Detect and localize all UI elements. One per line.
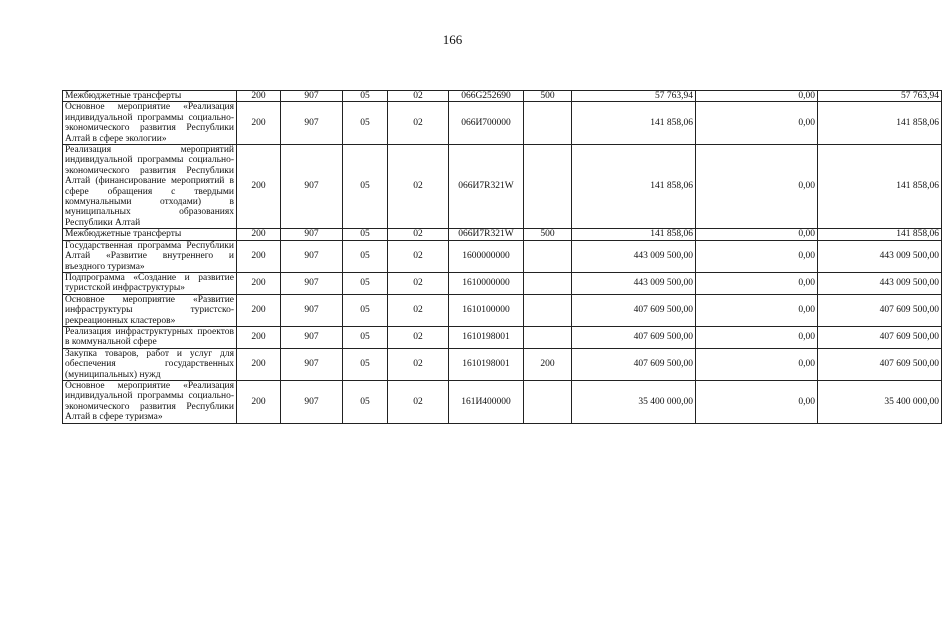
row-csr: 1610198001 <box>449 348 524 380</box>
row-razdel: 05 <box>343 102 388 145</box>
row-razdel: 05 <box>343 91 388 102</box>
row-sum1: 141 858,06 <box>572 229 696 240</box>
row-vedomstvo: 907 <box>281 272 343 294</box>
row-sum2: 0,00 <box>696 272 818 294</box>
row-vr <box>524 272 572 294</box>
row-podrazdel: 02 <box>388 272 449 294</box>
row-name: Межбюджетные трансферты <box>63 229 237 240</box>
row-vr <box>524 145 572 229</box>
row-vedomstvo: 907 <box>281 326 343 348</box>
row-vr: 200 <box>524 348 572 380</box>
row-vr: 500 <box>524 229 572 240</box>
table-row <box>63 229 942 240</box>
row-sum2: 0,00 <box>696 145 818 229</box>
row-name: Межбюджетные трансферты <box>63 91 237 102</box>
table-row <box>63 272 942 294</box>
row-csr: 066И7R321W <box>449 145 524 229</box>
row-razdel: 05 <box>343 272 388 294</box>
row-vr: 500 <box>524 91 572 102</box>
row-podrazdel: 02 <box>388 240 449 272</box>
row-sum1: 407 609 500,00 <box>572 348 696 380</box>
row-name: Реализация мероприятий индивидуальной программы социально-экономического развития Республики Алтай (финансирование мероприятий в сфере обращения с твердыми коммунальными отходами) в муниципальных образованиях Республики Алтай <box>63 145 237 229</box>
table-row <box>63 145 942 229</box>
row-csr: 1610198001 <box>449 326 524 348</box>
table-row <box>63 91 942 102</box>
row-grbs: 200 <box>237 240 281 272</box>
row-sum1: 57 763,94 <box>572 91 696 102</box>
row-sum2: 0,00 <box>696 229 818 240</box>
row-name: Основное мероприятие «Развитие инфраструктуры туристско-рекреационных кластеров» <box>63 294 237 326</box>
row-csr: 066И7R321W <box>449 229 524 240</box>
row-razdel: 05 <box>343 326 388 348</box>
row-sum3: 141 858,06 <box>818 229 942 240</box>
row-sum3: 407 609 500,00 <box>818 326 942 348</box>
row-podrazdel: 02 <box>388 229 449 240</box>
row-grbs: 200 <box>237 294 281 326</box>
table-row <box>63 240 942 272</box>
row-razdel: 05 <box>343 294 388 326</box>
row-sum2: 0,00 <box>696 240 818 272</box>
row-sum3: 443 009 500,00 <box>818 272 942 294</box>
row-sum3: 407 609 500,00 <box>818 348 942 380</box>
row-sum2: 0,00 <box>696 102 818 145</box>
row-razdel: 05 <box>343 348 388 380</box>
row-sum2: 0,00 <box>696 326 818 348</box>
row-sum2: 0,00 <box>696 380 818 423</box>
row-podrazdel: 02 <box>388 348 449 380</box>
row-vedomstvo: 907 <box>281 145 343 229</box>
table-row <box>63 326 942 348</box>
row-sum1: 35 400 000,00 <box>572 380 696 423</box>
page-number: 166 <box>442 32 463 47</box>
row-csr: 161И400000 <box>449 380 524 423</box>
row-sum3: 407 609 500,00 <box>818 294 942 326</box>
row-sum1: 141 858,06 <box>572 102 696 145</box>
row-vedomstvo: 907 <box>281 294 343 326</box>
row-vedomstvo: 907 <box>281 380 343 423</box>
table-row <box>63 294 942 326</box>
row-sum3: 35 400 000,00 <box>818 380 942 423</box>
row-csr: 1600000000 <box>449 240 524 272</box>
row-grbs: 200 <box>237 91 281 102</box>
row-podrazdel: 02 <box>388 326 449 348</box>
row-grbs: 200 <box>237 380 281 423</box>
row-sum1: 141 858,06 <box>572 145 696 229</box>
table-row <box>63 102 942 145</box>
row-name: Реализация инфраструктурных проектов в коммунальной сфере <box>63 326 237 348</box>
row-csr: 066И700000 <box>449 102 524 145</box>
row-vr <box>524 294 572 326</box>
row-vedomstvo: 907 <box>281 102 343 145</box>
row-vr <box>524 380 572 423</box>
row-sum2: 0,00 <box>696 91 818 102</box>
row-razdel: 05 <box>343 380 388 423</box>
row-grbs: 200 <box>237 145 281 229</box>
row-podrazdel: 02 <box>388 91 449 102</box>
row-csr: 1610000000 <box>449 272 524 294</box>
row-vr <box>524 326 572 348</box>
row-grbs: 200 <box>237 326 281 348</box>
row-sum1: 407 609 500,00 <box>572 326 696 348</box>
table-row <box>63 348 942 380</box>
row-name: Государственная программа Республики Алтай «Развитие внутреннего и въездного туризма» <box>63 240 237 272</box>
row-grbs: 200 <box>237 348 281 380</box>
row-vedomstvo: 907 <box>281 240 343 272</box>
row-sum1: 407 609 500,00 <box>572 294 696 326</box>
row-razdel: 05 <box>343 229 388 240</box>
row-csr: 066G252690 <box>449 91 524 102</box>
row-sum3: 141 858,06 <box>818 145 942 229</box>
row-name: Основное мероприятие «Реализация индивидуальной программы социально-экономического развития Республики Алтай в сфере экологии» <box>63 102 237 145</box>
row-sum1: 443 009 500,00 <box>572 272 696 294</box>
table-row <box>63 380 942 423</box>
row-vedomstvo: 907 <box>281 91 343 102</box>
row-podrazdel: 02 <box>388 380 449 423</box>
row-vr <box>524 240 572 272</box>
row-vedomstvo: 907 <box>281 348 343 380</box>
row-grbs: 200 <box>237 229 281 240</box>
row-razdel: 05 <box>343 240 388 272</box>
row-sum2: 0,00 <box>696 294 818 326</box>
row-sum3: 443 009 500,00 <box>818 240 942 272</box>
row-podrazdel: 02 <box>388 294 449 326</box>
row-grbs: 200 <box>237 272 281 294</box>
row-csr: 1610100000 <box>449 294 524 326</box>
row-sum2: 0,00 <box>696 348 818 380</box>
row-podrazdel: 02 <box>388 145 449 229</box>
row-grbs: 200 <box>237 102 281 145</box>
row-sum3: 57 763,94 <box>818 91 942 102</box>
row-sum1: 443 009 500,00 <box>572 240 696 272</box>
row-sum3: 141 858,06 <box>818 102 942 145</box>
row-name: Основное мероприятие «Реализация индивидуальной программы социально-экономического развития Республики Алтай в сфере туризма» <box>63 380 237 423</box>
row-name: Подпрограмма «Создание и развитие туристской инфраструктуры» <box>63 272 237 294</box>
budget-table <box>62 90 942 424</box>
row-name: Закупка товаров, работ и услуг для обеспечения государственных (муниципальных) нужд <box>63 348 237 380</box>
row-vedomstvo: 907 <box>281 229 343 240</box>
row-podrazdel: 02 <box>388 102 449 145</box>
row-vr <box>524 102 572 145</box>
row-razdel: 05 <box>343 145 388 229</box>
